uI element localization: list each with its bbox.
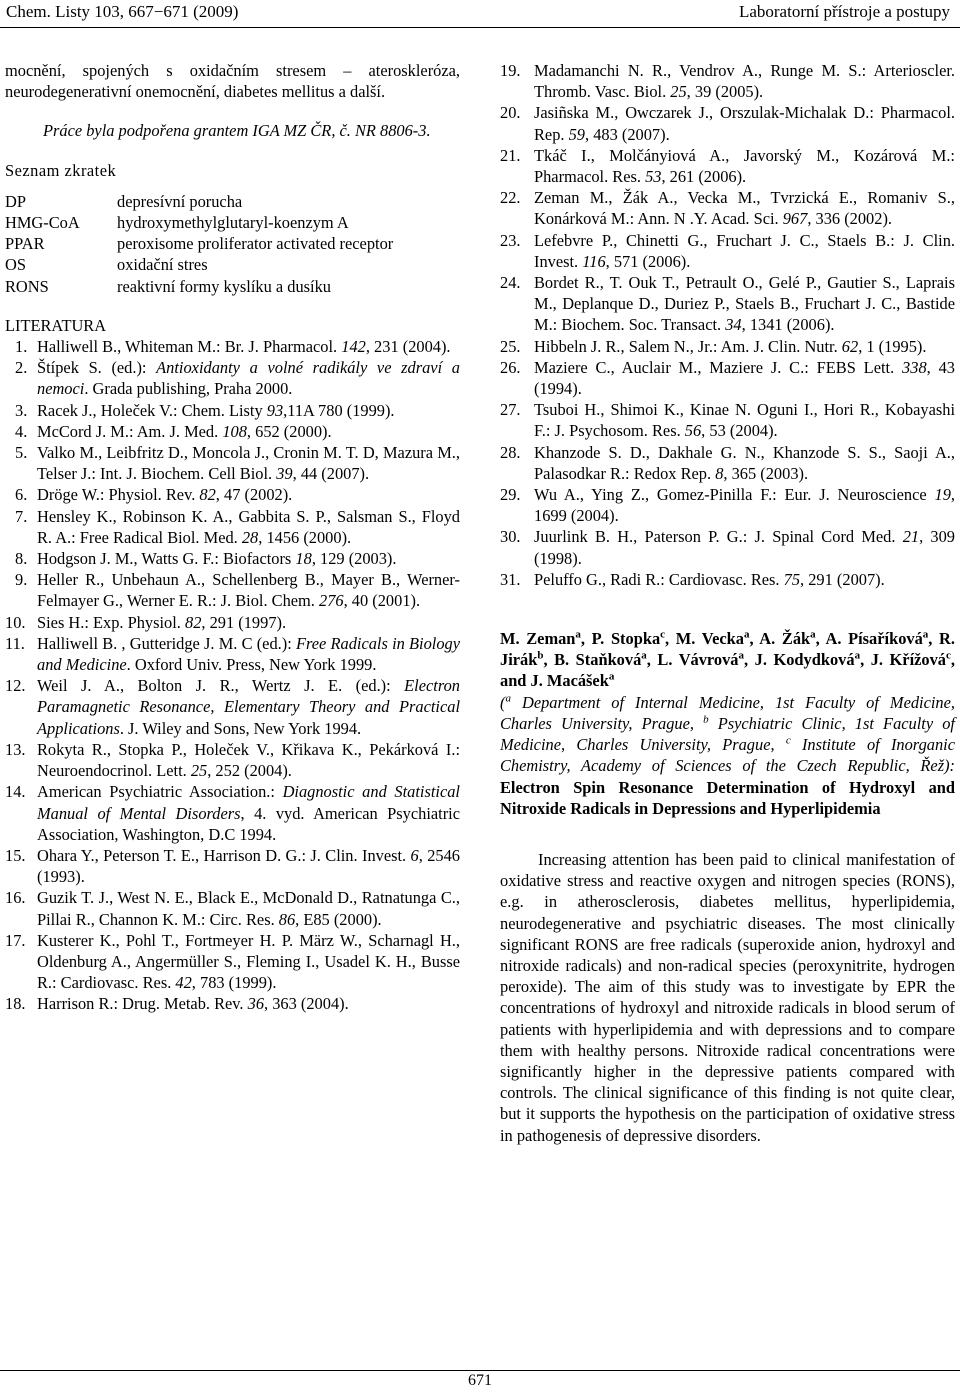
- reference-text: Lefebvre P., Chinetti G., Fruchart J. C., Staels B.: J. Clin. Invest. 116, 571 (2006).: [534, 230, 955, 271]
- reference-item: [5, 548, 460, 569]
- abbreviation-value: hydroxymethylglutaryl-koenzym A: [117, 213, 349, 233]
- reference-item: [5, 930, 460, 994]
- reference-item: [5, 845, 460, 887]
- reference-item: [5, 633, 460, 675]
- reference-text: Racek J., Holeček V.: Chem. Listy 93,11A 780 (1999).: [37, 400, 395, 420]
- reference-text: Weil J. A., Bolton J. R., Wertz J. E. (ed.): Electron Paramagnetic Resonance, Elementary Theory and Practical Applications. J. Wiley and Sons, New York 1994.: [37, 676, 460, 738]
- reference-text: Valko M., Leibfritz D., Moncola J., Cronin M. T. D, Mazura M., Telser J.: Int. J. Biochem. Cell Biol. 39, 44 (2007).: [37, 443, 460, 484]
- abbreviation-row: [5, 233, 393, 254]
- grant-acknowledgement: [5, 120, 460, 141]
- reference-text: McCord J. M.: Am. J. Med. 108, 652 (2000).: [37, 421, 332, 441]
- reference-number: 24.: [500, 273, 521, 293]
- reference-number: 16.: [5, 888, 26, 908]
- reference-item: [500, 569, 955, 590]
- reference-text: Juurlink B. H., Paterson P. G.: J. Spinal Cord Med. 21, 309 (1998).: [534, 527, 956, 568]
- reference-text: Peluffo G., Radi R.: Cardiovasc. Res. 75, 291 (2007).: [534, 569, 885, 589]
- reference-number: 23.: [500, 230, 521, 250]
- reference-text: American Psychiatric Association.: Diagnostic and Statistical Manual of Mental Disorders, 4. vyd. American Psychiatric Association, Washington, D.C 1994.: [37, 782, 461, 844]
- reference-text: Heller R., Unbehaun A., Schellenberg B., Mayer B., Werner-Felmayer G., Werner E. R.: J. Biol. Chem. 276, 40 (2001).: [37, 570, 460, 611]
- reference-list-right: [500, 60, 955, 590]
- reference-item: [5, 993, 460, 1014]
- abbreviations-table: [5, 191, 393, 297]
- reference-item: [500, 60, 955, 102]
- reference-item: [5, 506, 460, 548]
- reference-item: [5, 357, 460, 399]
- reference-list-left: [5, 336, 460, 1015]
- running-header: [0, 0, 960, 26]
- abbreviation-key: PPAR: [5, 234, 45, 254]
- reference-item: [500, 230, 955, 272]
- reference-number: 31.: [500, 569, 521, 589]
- reference-item: [500, 442, 955, 484]
- reference-text: Zeman M., Žák A., Vecka M., Tvrzická E., Romaniv S., Konárková M.: Ann. N .Y. Acad. Sci. 967, 336 (2002).: [534, 188, 955, 229]
- header-rule: [0, 27, 960, 28]
- reference-text: Guzik T. J., West N. E., Black E., McDonald D., Ratnatunga C., Pillai R., Channon K. M.: Circ. Res. 86, E85 (2000).: [37, 888, 460, 929]
- reference-item: [500, 145, 955, 187]
- reference-number: 22.: [500, 188, 521, 208]
- reference-number: 25.: [500, 336, 521, 356]
- reference-text: Madamanchi N. R., Vendrov A., Runge M. S.: Arterioscler. Thromb. Vasc. Biol. 25, 39 (2005).: [534, 61, 955, 102]
- reference-number: 14.: [5, 782, 26, 802]
- english-abstract: Increasing attention has been paid to clinical manifestation of oxidative stress and reactive oxygen and nitrogen species (RONS), e.g. in atherosclerosis, diabetes mellitus, hyperlipidemia, neurodegenerative and psychiatric diseases. The most clinically significant RONS are free radicals (superoxide anion, hydroxyl and nitroxide radicals) and non-radical species (peroxynitrite, hydrogen peroxide). The aim of this study was to investigate by EPR the concentrations of hydroxyl and nitroxide radicals in blood serum of patients with hyperlipidemia and with depressions and to compare them with healthy persons. Nitroxide radical concentrations were significantly higher in the depressive patients compared with controls. The clinical significance of this finding is not quite clear, but it supports the hypothesis on the participation of oxidative stress in pathogenesis of depressive disorders.: [500, 849, 955, 1145]
- reference-number: 18.: [5, 994, 26, 1014]
- reference-item: [500, 484, 955, 526]
- abbreviation-row: [5, 212, 393, 233]
- abbreviation-key: HMG-CoA: [5, 213, 80, 233]
- reference-number: 17.: [5, 930, 26, 950]
- reference-item: [5, 442, 460, 484]
- reference-number: 5.: [15, 443, 28, 463]
- abbreviation-value: reaktivní formy kyslíku a dusíku: [117, 276, 331, 296]
- reference-item: [500, 336, 955, 357]
- intro-paragraph: mocnění, spojených s oxidačním stresem – ateroskleróza, neurodegenerativní onemocnění, diabetes mellitus a další.: [5, 61, 460, 102]
- abbreviation-key: DP: [5, 191, 26, 211]
- reference-text: Tsuboi H., Shimoi K., Kinae N. Oguni I., Hori R., Kobayashi F.: J. Psychosom. Res. 56, 53 (2004).: [534, 400, 955, 441]
- reference-text: Maziere C., Auclair M., Maziere J. C.: FEBS Lett. 338, 43 (1994).: [534, 357, 955, 399]
- reference-text: Ohara Y., Peterson T. E., Harrison D. G.: J. Clin. Invest. 6, 2546 (1993).: [37, 845, 460, 887]
- reference-item: [5, 484, 460, 505]
- reference-number: 10.: [5, 612, 26, 632]
- reference-text: Dröge W.: Physiol. Rev. 82, 47 (2002).: [37, 485, 293, 505]
- reference-number: 20.: [500, 103, 521, 123]
- reference-number: 9.: [15, 570, 28, 590]
- affiliation-text: ($^a$ Department of Internal Medicine, 1st Faculty of Medicine, Charles University, Prague, $^b$ Psychiatric Clinic, 1st Faculty of Medicine, Charles University, Prague, $^c$ Institute of Inorganic Chemistry, Academy of Sciences of the Czech Republic, Řež):: [500, 692, 955, 776]
- reference-number: 8.: [15, 549, 28, 569]
- reference-text: Hodgson J. M., Watts G. F.: Biofactors 18, 129 (2003).: [37, 549, 397, 569]
- reference-number: 28.: [500, 442, 521, 462]
- reference-item: [5, 739, 460, 781]
- reference-item: [5, 781, 460, 845]
- reference-item: [500, 272, 955, 336]
- english-summary-affiliation: [500, 692, 955, 819]
- reference-text: Hensley K., Robinson K. A., Gabbita S. P., Salsman S., Floyd R. A.: Free Radical Biol. Med. 28, 1456 (2000).: [37, 506, 460, 547]
- abbreviation-key: OS: [5, 255, 26, 275]
- abbreviations-heading: Seznam zkratek: [5, 160, 117, 180]
- reference-text: Sies H.: Exp. Physiol. 82, 291 (1997).: [37, 612, 287, 632]
- right-column: [500, 60, 955, 1146]
- reference-number: 30.: [500, 527, 521, 547]
- reference-item: [5, 336, 460, 357]
- reference-item: [5, 887, 460, 929]
- reference-number: 26.: [500, 357, 521, 377]
- reference-text: Jasiñska M., Owczarek J., Orszulak-Michalak D.: Pharmacol. Rep. 59, 483 (2007).: [534, 103, 955, 144]
- abbreviation-value: depresívní porucha: [117, 191, 243, 211]
- reference-number: 3.: [15, 400, 28, 420]
- reference-text: Halliwell B. , Gutteridge J. M. C (ed.): Free Radicals in Biology and Medicine. Oxford Univ. Press, New York 1999.: [37, 633, 460, 675]
- abbreviation-value: oxidační stres: [117, 255, 208, 275]
- reference-text: Bordet R., T. Ouk T., Petrault O., Gelé P., Gautier S., Laprais M., Deplanque D., Duriez P., Staels B., Fruchart J. C., Bastide M.: Biochem. Soc. Transact. 34, 1341 (2006).: [534, 273, 955, 335]
- reference-item: [500, 526, 955, 568]
- references-heading: LITERATURA: [5, 315, 107, 335]
- reference-item: [500, 102, 955, 144]
- reference-text: Štípek S. (ed.): Antioxidanty a volné radikály ve zdraví a nemoci. Grada publishing, Praha 2000.: [37, 358, 461, 399]
- reference-number: 4.: [15, 421, 28, 441]
- reference-number: 27.: [500, 400, 521, 420]
- abbreviation-value: peroxisome proliferator activated receptor: [117, 234, 394, 254]
- reference-text: Wu A., Ying Z., Gomez-Pinilla F.: Eur. J. Neuroscience 19, 1699 (2004).: [534, 485, 955, 526]
- reference-text: Hibbeln J. R., Salem N., Jr.: Am. J. Clin. Nutr. 62, 1 (1995).: [534, 336, 927, 356]
- reference-number: 1.: [15, 337, 28, 357]
- abbreviation-row: [5, 276, 393, 297]
- reference-item: [5, 421, 460, 442]
- reference-number: 12.: [5, 676, 26, 696]
- reference-number: 15.: [5, 845, 26, 865]
- reference-number: 21.: [500, 145, 521, 165]
- reference-number: 6.: [15, 485, 28, 505]
- english-summary-authors: M. Zeman$^a$, P. Stopka$^c$, M. Vecka$^a$, A. Žák$^a$, A. Písaříková$^a$, R. Jirák$^b$, B. Staňková$^a$, L. Vávrová$^a$, J. Kodydková$^a$, J. Křížová$^c$, and J. Macášek$^a$: [500, 628, 955, 691]
- abbreviation-key: RONS: [5, 276, 49, 296]
- reference-item: [5, 612, 460, 633]
- reference-item: [500, 399, 955, 441]
- reference-text: Khanzode S. D., Dakhale G. N., Khanzode S. S., Saoji A., Palasodkar R.: Redox Rep. 8, 365 (2003).: [534, 442, 955, 483]
- abbreviation-row: [5, 191, 393, 212]
- reference-item: [500, 187, 955, 229]
- reference-item: [5, 400, 460, 421]
- grant-text: Práce byla podpořena grantem IGA MZ ČR, č. NR 8806-3.: [43, 121, 431, 141]
- reference-number: 13.: [5, 739, 26, 759]
- reference-number: 2.: [15, 358, 28, 378]
- section-title: Laboratorní přístroje a postupy: [738, 2, 950, 21]
- reference-item: [5, 675, 460, 739]
- reference-number: 19.: [500, 61, 521, 80]
- reference-item: [500, 357, 955, 399]
- reference-text: Kusterer K., Pohl T., Fortmeyer H. P. März W., Scharnagl H., Oldenburg A., Angermüller S., Fleming I., Usadel K. H., Busse R.: Cardiovasc. Res. 42, 783 (1999).: [37, 930, 460, 993]
- left-column: [5, 60, 460, 1015]
- reference-text: Rokyta R., Stopka P., Holeček V., Křikava K., Pekárková I.: Neuroendocrinol. Lett. 25, 252 (2004).: [37, 739, 460, 781]
- reference-number: 11.: [5, 633, 25, 653]
- reference-text: Halliwell B., Whiteman M.: Br. J. Pharmacol. 142, 231 (2004).: [37, 337, 451, 357]
- reference-number: 29.: [500, 485, 521, 505]
- abbreviation-row: [5, 254, 393, 275]
- page-number: 671: [468, 1372, 492, 1389]
- reference-number: 7.: [15, 506, 28, 526]
- journal-citation: Chem. Listy 103, 667−671 (2009): [6, 2, 239, 21]
- english-summary-title: Electron Spin Resonance Determination of Hydroxyl and Nitroxide Radicals in Depressions and Hyperlipidemia: [500, 777, 955, 818]
- reference-item: [5, 569, 460, 611]
- reference-text: Tkáč I., Molčányiová A., Javorský M., Kozárová M.: Pharmacol. Res. 53, 261 (2006).: [534, 145, 955, 187]
- reference-text: Harrison R.: Drug. Metab. Rev. 36, 363 (2004).: [37, 994, 349, 1014]
